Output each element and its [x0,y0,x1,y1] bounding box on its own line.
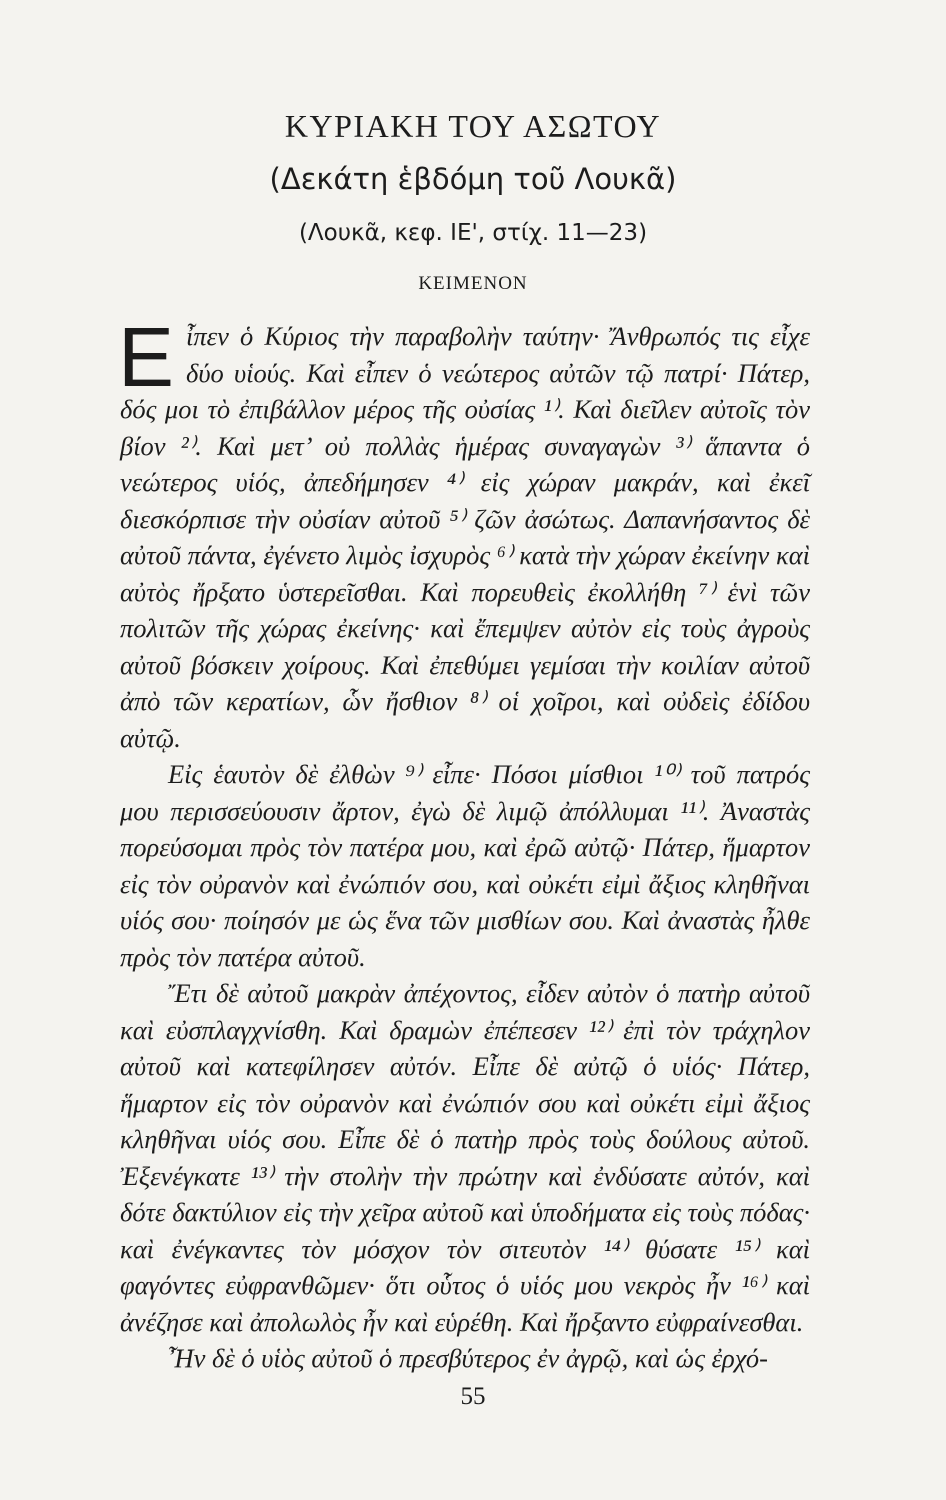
page-number: 55 [460,1383,486,1410]
paragraph-3: Ἔτι δὲ αὐτοῦ μακρὰν ἀπέχοντος, εἶδεν αὐτὸν ὁ πατὴρ αὐτοῦ καὶ εὐσπλαγχνίσθη. Καὶ δραμὼν ἐπέπεσεν ¹²⁾ ἐπὶ τὸν τράχηλον αὐτοῦ καὶ κατεφίλησεν αὐτόν. Εἶπε δὲ αὐτῷ ὁ υἱός· Πάτερ, ἥμαρτον εἰς τὸν οὐρανὸν καὶ ἐνώπιόν σου καὶ οὐκέτι εἰμὶ ἄξιος κληθῆναι υἱός σου. Εἶπε δὲ ὁ πατὴρ πρὸς τοὺς δούλους αὐτοῦ. Ἐξενέγκατε ¹³⁾ τὴν στολὴν τὴν πρώτην καὶ ἐνδύσατε αὐτόν, καὶ δότε δακτύλιον εἰς τὴν χεῖρα αὐτοῦ καὶ ὑποδήματα εἰς τοὺς πόδας· καὶ ἐνέγκαντες τὸν μόσχον τὸν σιτευτὸν ¹⁴⁾ θύσατε ¹⁵⁾ καὶ φαγόντες εὐφρανθῶμεν· ὅτι οὗτος ὁ υἱός μου νεκρὸς ἦν ¹⁶⁾ καὶ ἀνέζησε καὶ ἀπολωλὸς ἦν καὶ εὑρέθη. Καὶ ἤρξαντο εὐφραίνεσθαι. [120,978,810,1337]
section-label: ΚΕΙΜΕΝΟΝ [418,273,528,294]
scripture-text [118,310,810,1377]
page-subtitle: (Δεκάτη ἑβδόμη τοῦ Λουκᾶ) [269,162,677,196]
paragraph-2: Εἰς ἑαυτὸν δὲ ἐλθὼν ⁹⁾ εἶπε· Πόσοι μίσθιοι ¹⁰⁾ τοῦ πατρός μου περισσεύουσιν ἄρτον, ἐγὼ δὲ λιμῷ ἀπόλλυμαι ¹¹⁾. Ἀναστὰς πορεύσομαι πρὸς τὸν πατέρα μου, καὶ ἐρῶ αὐτῷ· Πάτερ, ἥμαρτον εἰς τὸν οὐρανὸν καὶ ἐνώπιόν σου, καὶ οὐκέτι εἰμὶ ἄξιος κληθῆναι υἱός σου· ποίησόν με ὡς ἕνα τῶν μισθίων σου. Καὶ ἀναστὰς ἦλθε πρὸς τὸν πατέρα αὐτοῦ. [120,759,810,972]
drop-cap: Ε [118,310,175,404]
paragraph-4: Ἦν δὲ ὁ υἱὸς αὐτοῦ ὁ πρεσβύτερος ἐν ἀγρῷ, καὶ ὡς ἐρχό- [168,1343,768,1373]
paragraph-1-text: ἶπεν ὁ Κύριος τὴν παραβολὴν ταύτην· Ἄνθρωπός τις εἶχε δύο υἱούς. Καὶ εἶπεν ὁ νεώτερος αὐτῶν τῷ πατρί· Πάτερ, δός μοι τὸ ἐπιβάλλον μέρος τῆς οὐσίας ¹⁾. Καὶ διεῖλεν αὐτοῖς τὸν βίον ²⁾. Καὶ μετ’ οὐ πολλὰς ἡμέρας συναγαγὼν ³⁾ ἅπαντα ὁ νεώτερος υἱός, ἀπεδήμησεν ⁴⁾ εἰς χώραν μακράν, καὶ ἐκεῖ διεσκόρπισε τὴν οὐσίαν αὐτοῦ ⁵⁾ ζῶν ἀσώτως. Δαπανήσαντος δὲ αὐτοῦ πάντα, ἐγένετο λιμὸς ἰσχυρὸς ⁶⁾ κατὰ τὴν χώραν ἐκείνην καὶ αὐτὸς ἤρξατο ὑστερεῖσθαι. Καὶ πορευθεὶς ἐκολλήθη ⁷⁾ ἑνὶ τῶν πολιτῶν τῆς χώρας ἐκείνης· καὶ ἔπεμψεν αὐτὸν εἰς τοὺς ἀγροὺς αὐτοῦ βόσκειν χοίρους. Καὶ ἐπεθύμει γεμίσαι τὴν κοιλίαν αὐτοῦ ἀπὸ τῶν κερατίων, ὧν ἤσθιον ⁸⁾ οἱ χοῖροι, καὶ οὐδεὶς ἐδίδου αὐτῷ. [120,321,810,753]
scripture-reference: (Λουκᾶ, κεφ. ΙΕ', στίχ. 11—23) [298,220,648,246]
paragraph-1 [118,310,810,756]
page-title: ΚΥΡΙΑΚΗ ΤΟΥ ΑΣΩΤΟΥ [284,108,662,144]
